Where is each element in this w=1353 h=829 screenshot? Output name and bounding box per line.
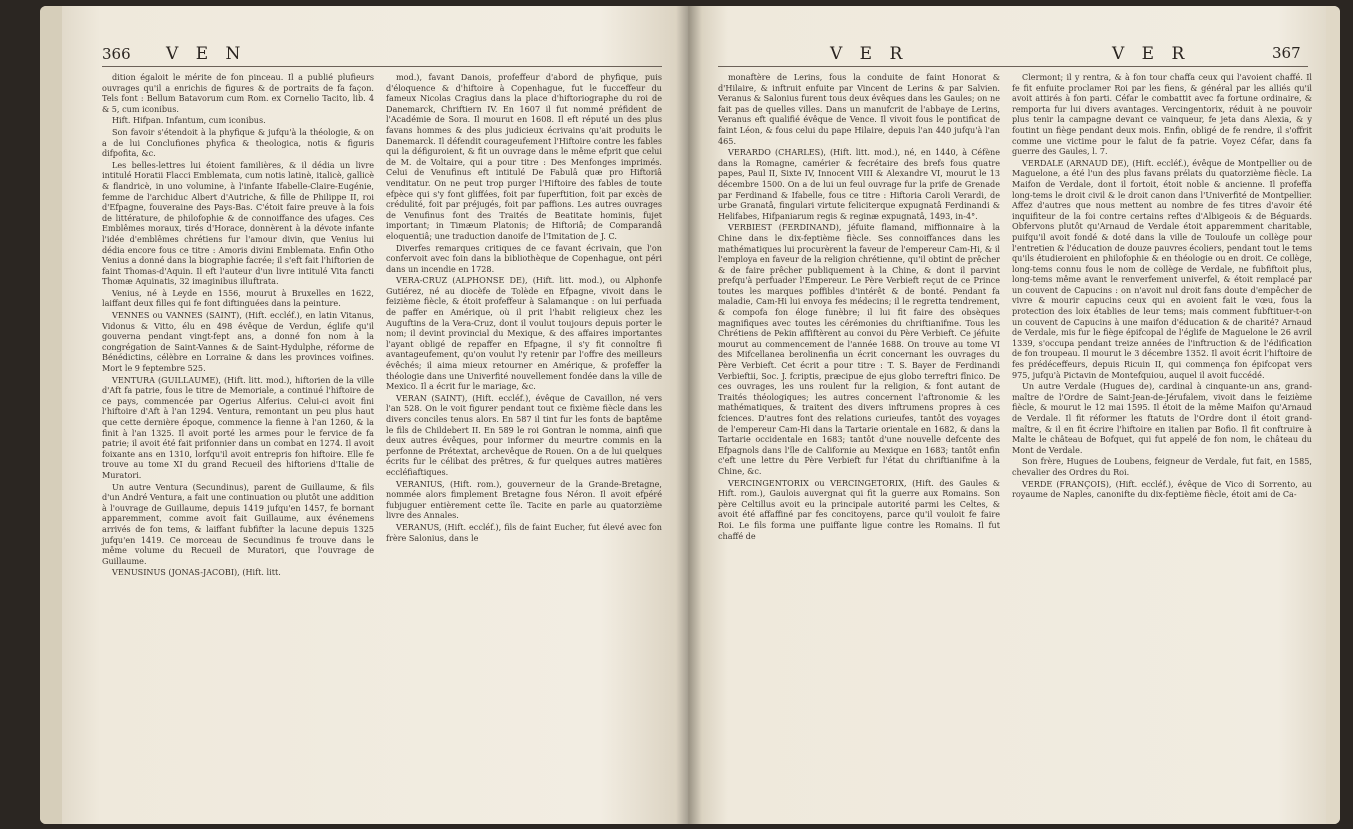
right-b-paragraph: Un autre Verdale (Hugues de), cardinal à cinquante-un ans, grand-maître de l'Ordre de Saint-Jean-de-Jérufalem, vivoit dans le feizième fiècle, & mourut le 12 mai 1595. Il étoit de la même Maifon qu'Arnaud de Verdale. Il fit réformer les ftatuts de l'Ordre dont il étoit grand-maître, & il en fit écrire l'hiftoire en italien par Bofio. Il fit conftruire à Malte le château de Bofquet, qui fut appelé de fon nom, le château du Mont de Verdale. (1012, 381, 1312, 455)
right-page (688, 6, 1340, 824)
right-header-rule (718, 66, 1308, 67)
left-page-header (102, 44, 246, 64)
left-a-paragraph: dition égaloit le mérite de fon pinceau. Il a publié plufieurs ouvrages qu'il a enrichis de figures & de portraits de fa façon. Tels font : Bellum Batavorum cum Rom. ex Cornelio Tacito, lib. 4 & 5, cum iconibus. (102, 72, 374, 114)
left-column-a (102, 72, 374, 579)
right-page-number: 367 (1272, 44, 1301, 62)
right-b-paragraph: VERDE (FRANÇOIS), (Hift. eccléf.), évêque de Vico di Sorrento, au royaume de Naples, canonifte du dix-feptième fiècle, étoit ami de Ca- (1012, 478, 1312, 500)
left-a-paragraph: VENNES ou VANNES (SAINT), (Hift. eccléf.), en latin Vitanus, Vidonus & Vitto, élu en 498 évêque de Verdun, églife qu'il gouverna pendant vingt-fept ans, a donné fon nom à la congrégation de Saint-Vannes & de Saint-Hydulphe, réforme de Bénédictins, célèbre en Lorraine & dans les provinces voifines. Mort le 9 feptembre 525. (102, 310, 374, 374)
left-header-rule (102, 66, 662, 67)
right-b-paragraph: Son frère, Hugues de Loubens, feigneur de Verdale, fut fait, en 1585, chevalier des Ordres du Roi. (1012, 456, 1312, 477)
left-a-paragraph: Un autre Ventura (Secundinus), parent de Guillaume, & fils d'un André Ventura, a fait une continuation ou plutôt une addition à l'ouvrage de Guillaume, depuis 1419 jufqu'en 1457, fe bornant apparemment, comme avoit fait Guillaume, aux événemens arrivés de fon tems, & laiffant fubfifter la lacune depuis 1325 jufqu'en 1419. Ce morceau de Secundinus fe trouve dans le même volume du Recueil de Muratori, que l'ouvrage de Guillaume. (102, 481, 374, 566)
left-b-paragraph: VERANUS, (Hift. eccléf.), fils de faint Eucher, fut élevé avec fon frère Salonius, dans le (386, 521, 662, 543)
left-b-paragraph: VERANIUS, (Hift. rom.), gouverneur de la Grande-Bretagne, nommée alors fimplement Bretagne fous Néron. Il avoit efpéré fubjuguer entièrement cette île. Tacite en parle au quatorzième livre des Annales. (386, 478, 662, 521)
left-b-paragraph: mod.), favant Danois, profeffeur d'abord de phyfique, puis d'éloquence & d'hiftoire à Copenhague, fut le fucceffeur du fameux Nicolas Cragius dans la place d'hiftoriographe du roi de Danemarck, Chriftiern IV. En 1607 il fut nommé préfident de l'Académie de Sora. Il mourut en 1608. Il eft réputé un des plus favans hommes & des plus judicieux écrivains qu'ait produits le Danemarck. Il défendit courageufement l'Hiftoire contre les fables qui la défiguroient, & fit un ouvrage dans le même efprit que celui de M. de Voltaire, qui a pour titre : Des Menfonges imprimés. Celui de Venufinus eft intitulé De Fabulâ quæ pro Hiftoriâ venditatur. On ne peut trop purger l'Hiftoire des fables de toute efpèce qui s'y font gliffées, foit par fuperftition, foit par excès de crédulité, foit par préjugés, foit par paffions. Les autres ouvrages de Venufinus font des Traités de Beatitate hominis, fujet important; in Timæum Platonis; de Hiftoriâ; de Comparandâ eloquentiâ; une traduction danoife de l'Imitation de J. C. (386, 72, 662, 241)
right-a-paragraph: VERARDO (CHARLES), (Hift. litt. mod.), né, en 1440, à Céfène dans la Romagne, camérier & fecrétaire des brefs fous quatre papes, Paul II, Sixte IV, Innocent VIII & Alexandre VI, mourut le 13 décembre 1500. On a de lui un feul ouvrage fur la prife de Grenade par Ferdinand & Ifabelle, fous ce titre : Hiftoria Caroli Verardi, de urbe Granatâ, fingulari virtute feliciterque expugnatâ Ferdinandi & Helifabes, Hifpaniarum regis & reginæ expugnatâ, 1493, in-4°. (718, 147, 1000, 221)
left-a-paragraph: Hift. Hifpan. Infantum, cum iconibus. (112, 115, 266, 126)
left-b-paragraph: VERAN (SAINT), (Hift. eccléf.), évêque de Cavaillon, né vers l'an 528. On le voit figurer pendant tout ce fixième fiècle dans les divers conciles tenus alors. En 587 il tint fur les fonts de baptême le fils de Childebert II. En 589 le roi Gontran le nomma, ainfi que deux autres évêques, pour informer du meurtre commis en la perfonne de Prétextat, archevêque de Rouen. On a de lui quelques écrits fur le célibat des prêtres, & fur quelques autres matières eccléfiaftiques. (386, 392, 662, 477)
left-a-paragraph: Les belles-lettres lui étoient familières, & il dédia un livre intitulé Horatii Flacci Emblemata, cum notis latinè, italicè, gallicè & flandricè, in uno volumine, à l'infante Ifabelle-Claire-Eugénie, femme de l'archiduc Albert d'Autriche, & fille de Philippe II, roi d'Efpagne, fouveraine des Pays-Bas. C'étoit faire preuve à la fois de littérature, de philofophie & de connoiffance des ufages. Ces Emblêmes moraux, tirés d'Horace, donnèrent à la dévote infante l'idée d'emblêmes chrétiens fur l'amour divin, que Venius lui dédia encore fous ce titre : Amoris divini Emblemata. Enfin Otho Venius a donné dans la biographie facrée; il s'eft fait l'hiftorien de faint Thomas-d'Aquin. Il eft l'auteur d'un livre intitulé Vita fancti Thomæ Aquinatis, 32 imaginibus illuftrata. (102, 159, 374, 287)
right-b-paragraph: Clermont; il y rentra, & à fon tour chaffa ceux qui l'avoient chaffé. Il fe fit enfuite proclamer Roi par les fiens, & général par les alliés qu'il avoit attirés à fon parti. Céfar le combattit avec fa fortune ordinaire, & remporta fur lui divers avantages. Vercingentorix, réduit à ne pouvoir plus tenir la campagne devant ce vainqueur, fe jeta dans Alexia, & y foutint un fiège pendant deux mois. Enfin, obligé de fe rendre, il s'offrit comme une victime pour le falut de fa patrie. Voyez Céfar, dans fa guerre des Gaules, l. 7. (1012, 72, 1312, 157)
right-a-paragraph: VERBIEST (FERDINAND), jéfuite flamand, miffionnaire à la Chine dans le dix-feptième fiècle. Ses connoiffances dans les mathématiques lui procurèrent la faveur de l'empereur Cam-Hi, & il l'employa en faveur de la religion chrétienne, qu'il obtint de prêcher & de faire prêcher publiquement à la Chine, & dont il parvint prefqu'à perfuader l'Empereur. Le Père Verbieft reçut de ce Prince toutes les marques poffibles d'intérêt & de bonté. Pendant fa maladie, Cam-Hi lui envoya fes médecins; il le regretta tendrement, & compofa fon éloge funèbre; il lui fit faire des obsèques magnifiques avec toutes les cérémonies du chriftianifme. Tous les Chrétiens de Pekin affiftèrent au convoi du Père Verbieft. Ce jéfuite mourut au commencement de l'année 1688. On trouve au tome VI des Mifcellanea berolinenfia un écrit concernant les ouvrages du Père Verbieft. Cet écrit a pour titre : T. S. Bayer de Ferdinandi Verbieftii, Soc. J. fcriptis, præcipue de ejus globo terreftri fînico. De ces ouvrages, les uns roulent fur la religion, & font autant de Traités théologiques; les autres concernent l'aftronomie & les mathématiques, & traitent des divers inftrumens propres à ces fciences. D'autres font des relations curieufes, tantôt des voyages de l'empereur Cam-Hi dans la Tartarie orientale en 1682, & dans la Tartarie occidentale en 1683; tantôt d'une nouvelle defcente des Efpagnols dans l'île de Californie au Mexique en 1683; tantôt enfin c'eft une lettre du Père Verbieft fur l'état du chriftianifme à la Chine, &c. (718, 222, 1000, 476)
left-b-paragraph: VERA-CRUZ (ALPHONSE DE), (Hift. litt. mod.), ou Alphonfe Gutiérez, né au diocèfe de Tolède en Efpagne, vivoit dans le feizième fiècle, & étoit profeffeur à Salamanque : on lui perfuada de paffer en Amérique, où il prit l'habit religieux chez les Auguftins de la Vera-Cruz, dont il voulut toujours depuis porter le nom; il devint provincial du Mexique, & des affaires importantes l'ayant obligé de repaffer en Efpagne, il s'y fit connoître fi avantageufement, qu'on voulut l'y retenir par l'offre des meilleurs évêchés; il aima mieux retourner en Amérique, & profeffer la théologie dans une Univerfité nouvellement fondée dans la ville de Mexico. Il a écrit fur le mariage, &c. (386, 275, 662, 392)
right-page-headword-a: V E R (830, 44, 909, 64)
right-a-paragraph: monaftère de Lerins, fous la conduite de faint Honorat & d'Hilaire, & inftruit enfuite par Vincent de Lerins & par Salvien. Veranus & Salonius furent tous deux évêques dans les Gaules; on ne fait pas de quelles villes. Dans un manufcrit de l'abbaye de Lerins, Veranus eft qualifié évêque de Vence. Il vivoit fous le pontificat de faint Léon, & fous celui du pape Hilaire, depuis l'an 440 jufqu'à l'an 465. (718, 72, 1000, 146)
book-gutter (676, 6, 702, 824)
right-page-headword-b: V E R (1112, 44, 1191, 64)
page-edges-right (1326, 6, 1340, 824)
right-column-b (1012, 72, 1312, 501)
left-a-paragraph: Venius, né à Leyde en 1556, mourut à Bruxelles en 1622, laiffant deux filles qui fe font diftinguées dans la peinture. (102, 287, 374, 309)
right-b-paragraph: VERDALE (ARNAUD DE), (Hift. eccléf.), évêque de Montpellier ou de Maguelone, a été l'un des plus favans prélats du quatorzième fiècle. La Maifon de Verdale, dont il fortoit, étoit noble & ancienne. Il profeffa long-tems le droit civil & le droit canon dans l'Univerfité de Montpellier. Affez d'autres que nous mettent au nombre de fes titres d'avoir été inquifiteur de la foi contre certains reftes d'Albigeois & de Béguards. Obfervons plutôt qu'Arnaud de Verdale étoit apparemment charitable, puifqu'il avoit fondé & doté dans la ville de Touloufe un collège pour l'entretien & l'éducation de douze pauvres écoliers, pendant tout le tems qu'ils étudieroient en philofophie & en théologie ou en droit. Ce collège, long-tems connu fous le nom de collège de Verdale, ne fubfiftoit plus, long-tems même avant le renverfement univerfel, & étoit remplacé par un couvent de Capucins : on n'avoit nul droit fans doute d'empêcher de vivre & mourir capucins ceux qui en avoient fait le vœu, fous la protection des loix établies de leur tems; mais comment fubftituer-t-on un couvent de Capucins à une maifon d'éducation & de charité? Arnaud de Verdale, mis fur le fiège épifcopal de l'églife de Maguelone le 26 avril 1339, s'occupa pendant treize années de l'inftruction & de l'édification de fon troupeau. Il mourut le 3 décembre 1352. Il avoit écrit l'hiftoire de fes prédéceffeurs, depuis Ricuin II, qui commença fon épifcopat vers 975, jufqu'à Pictavin de Montefquiou, auquel il avoit fuccédé. (1012, 157, 1312, 380)
open-book (40, 6, 1340, 824)
left-a-paragraph: VENUSINUS (JONAS-JACOBI), (Hift. litt. (112, 567, 281, 578)
left-a-paragraph: Son favoir s'étendoit à la phyfique & jufqu'à la théologie, & on a de lui Conclufiones phyfica & theologica, notis & figuris difpofita, &c. (102, 126, 374, 159)
left-column-b (386, 72, 662, 544)
left-a-paragraph: VENTURA (GUILLAUME), (Hift. litt. mod.), hiftorien de la ville d'Aft fa patrie, fous le titre de Memoriale, a continué l'hiftoire de ce pays, commencée par Ogerius Alferius. Celui-ci avoit fini l'hiftoire d'Aft à l'an 1294. Ventura, remontant un peu plus haut que cette dernière époque, commence la fienne à l'an 1260, & la finit à l'an 1325. Il avoit porté les armes pour le fervice de fa patrie; il avoit été fait prifonnier dans un combat en 1274. Il avoit foixante ans en 1310, lorfqu'il avoit entrepris fon hiftoire. Elle fe trouve au tome XI du grand Recueil des hiftoriens d'Italie de Muratori. (102, 374, 374, 480)
page-edges-left (40, 6, 62, 824)
left-page-number: 366 (102, 45, 131, 63)
left-b-paragraph: Diverfes remarques critiques de ce favant écrivain, que l'on confervoit avec foin dans la bibliothèque de Copenhague, ont péri dans un incendie en 1728. (386, 242, 662, 274)
right-column-a (718, 72, 1000, 542)
left-page-headword: V E N (166, 44, 247, 64)
left-page (40, 6, 688, 824)
right-a-paragraph: VERCINGENTORIX ou VERCINGETORIX, (Hift. des Gaules & Hift. rom.), Gaulois auvergnat qui fit la guerre aux Romains. Son père Celtillus avoit eu la principale autorité parmi les Celtes, & avoit été affaffiné par fes concitoyens, parce qu'il vouloit fe faire Roi. Le fils forma une puiffante ligue contre les Romains. Il fut chaffé de (718, 477, 1000, 541)
